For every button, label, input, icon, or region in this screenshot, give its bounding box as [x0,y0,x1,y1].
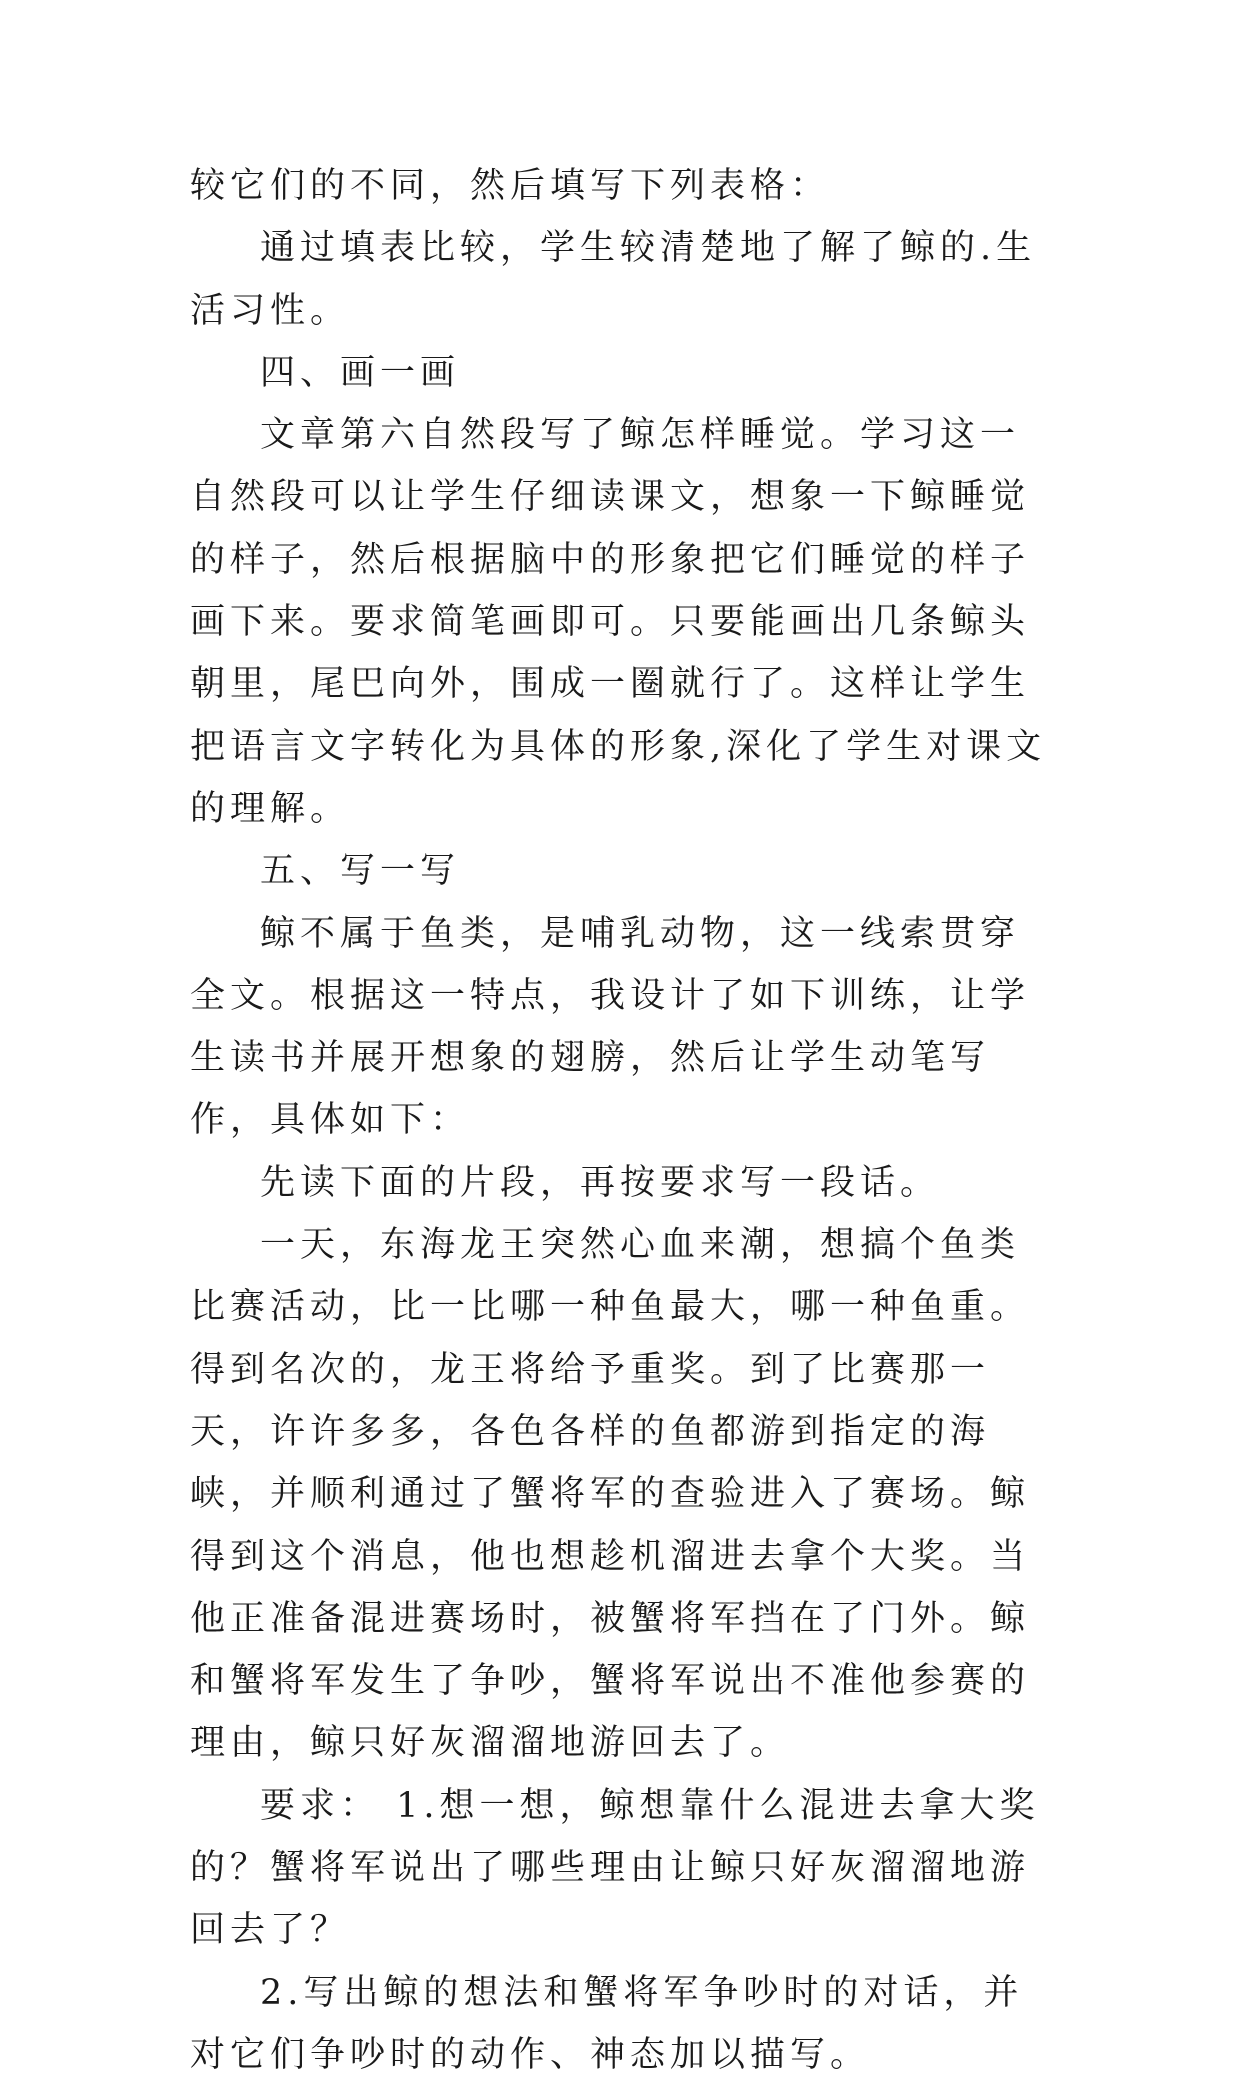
paragraph-draw: 文章第六自然段写了鲸怎样睡觉。学习这一自然段可以让学生仔细读课文，想象一下鲸睡觉的样子，然后根据脑中的形象把它们睡觉的样子画下来。要求简笔画即可。只要能画出几条鲸头朝里，尾巴向外，围成一圈就行了。这样让学生把语言文字转化为具体的形象,深化了学生对课文的理解。 [190,415,1047,829]
paragraph-story: 一天，东海龙王突然心血来潮，想搞个鱼类比赛活动，比一比哪一种鱼最大，哪一种鱼重。得到名次的，龙王将给予重奖。到了比赛那一天，许许多多，各色各样的鱼都游到指定的海峡，并顺利通过了蟹将军的查验进入了赛场。鲸得到这个消息，他也想趁机溜进去拿个大奖。当他正准备混进赛场时，被蟹将军挡在了门外。鲸和蟹将军发生了争吵，蟹将军说出不准他参赛的理由，鲸只好灰溜溜地游回去了。 [190,1225,1031,1764]
section-heading-draw: 四、画一画 [260,352,461,393]
paragraph-compare-table: 较它们的不同，然后填写下列表格： [190,166,831,206]
paragraph-requirement-1: 要求： 1.想一想，鲸想靠什么混进去拿大奖的？蟹将军说出了哪些理由让鲸只好灰溜溜地游回去了？ [190,1785,1040,1951]
document-body [190,155,1055,2086]
paragraph-instruction: 先读下面的片段，再按要求写一段话。 [260,1162,941,1203]
paragraph-table-result: 通过填表比较，学生较清楚地了解了鲸的.生活习性。 [190,228,1037,331]
paragraph-write-intro: 鲸不属于鱼类，是哺乳动物，这一线索贯穿全文。根据这一特点，我设计了如下训练，让学生读书并展开想象的翅膀，然后让学生动笔写作，具体如下： [190,913,1031,1141]
section-heading-write: 五、写一写 [260,851,461,892]
paragraph-requirement-2: 2.写出鲸的想法和蟹将军争吵时的对话，并对它们争吵时的动作、神态加以描写。 [190,1972,1024,2075]
